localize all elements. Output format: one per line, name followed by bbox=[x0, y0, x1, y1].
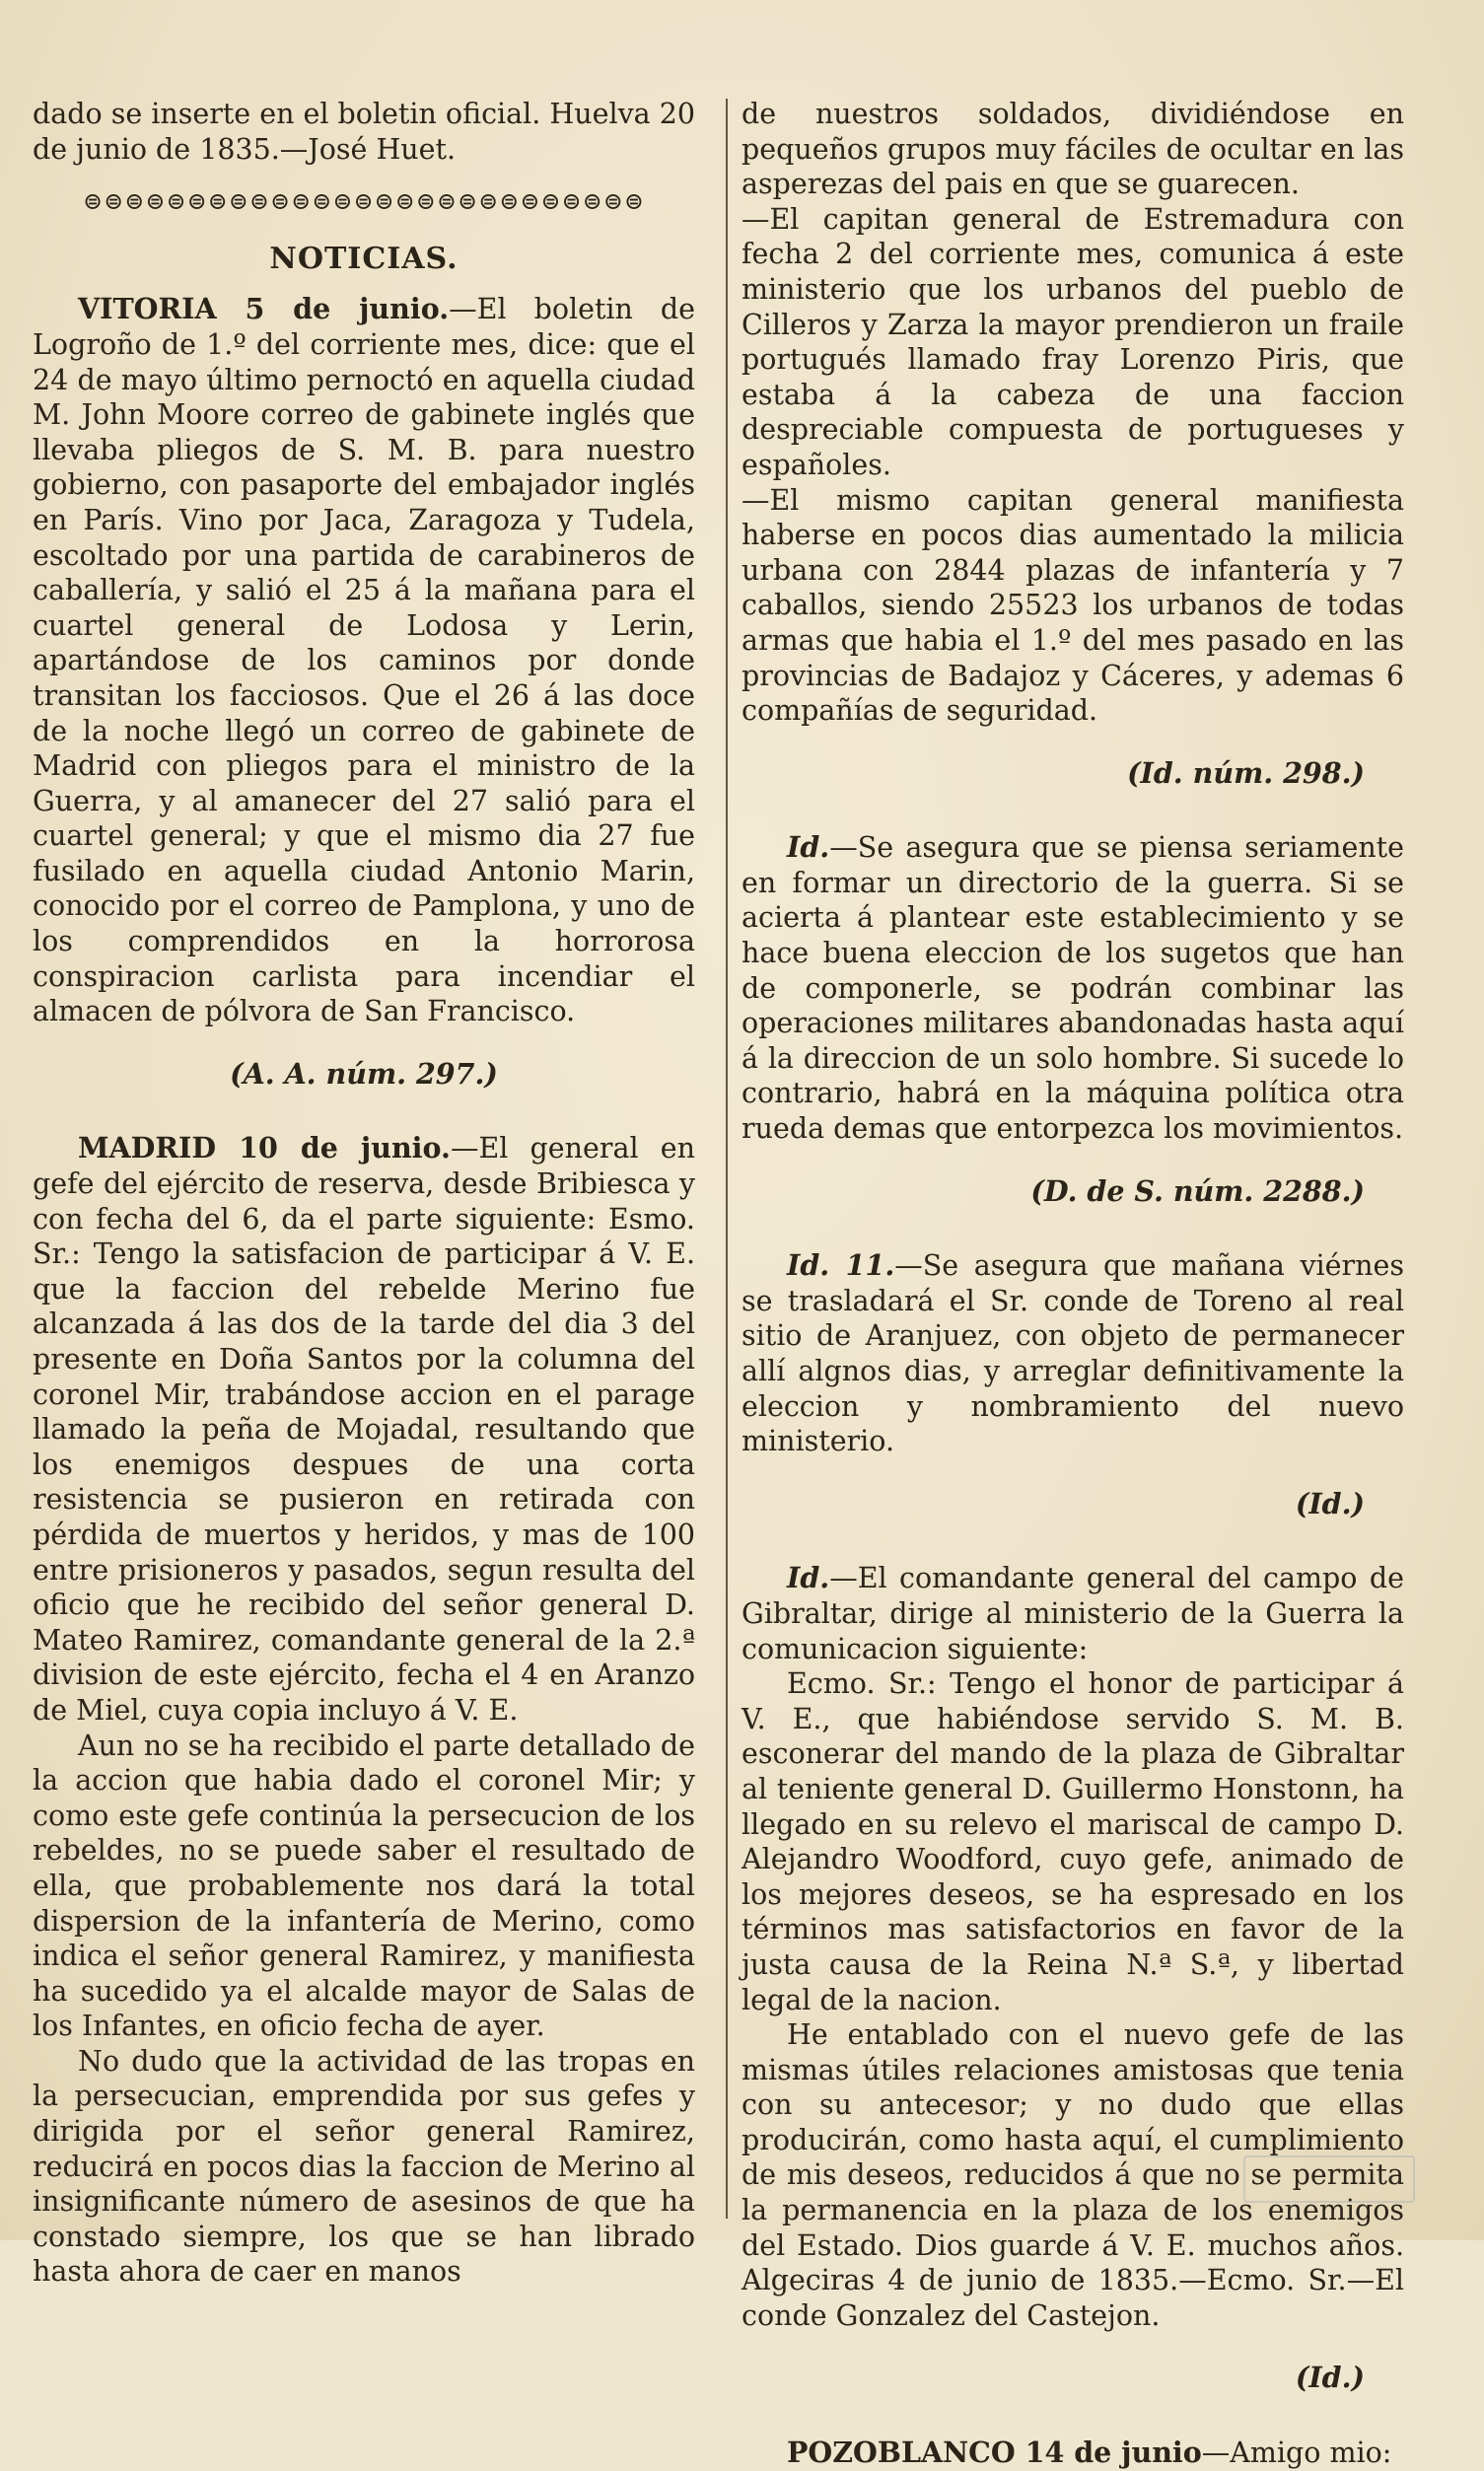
gibraltar-paragraph-3: He entablado con el nuevo gefe de las mismas útiles relaciones amistosas que tenia con su antecesor; y no dudo que ellas producirán, como hasta aquí, el cumplimiento de mis deseos, reducidos á que no se permita la permanencia en la plaza de los enemigos del Estado. Dios guarde á V. E. muchos años. Algeciras 4 de junio de 1835.—Ecmo. Sr.—El conde Gonzalez del Castejon. bbox=[742, 2018, 1404, 2332]
madrid-paragraph-3: No dudo que la actividad de las tropas en la persecucian, emprendida por sus gefes y dirigida por el señor general Ramirez, reducirá en pocos dias la faccion de Merino al insignificante número de asesinos de que ha constado siempre, los que se han librado hasta ahora de caer en manos bbox=[33, 2044, 695, 2289]
pozoblanco-dateline: POZOBLANCO 14 de junio bbox=[787, 2436, 1202, 2470]
section-title: NOTICIAS. bbox=[269, 241, 459, 276]
directorio-paragraph bbox=[742, 830, 1404, 1146]
madrid-paragraph bbox=[33, 1131, 695, 1728]
toreno-text: —Se asegura que mañana viérnes se trasladará el Sr. conde de Toreno al real sitio de Aranjuez, con objeto de permanecer allí algnos dias, y arreglar definitivamente la eleccion y nombramiento del nuevo ministerio. bbox=[742, 1249, 1405, 1458]
archive-watermark bbox=[1243, 2155, 1415, 2203]
gibraltar-text: —El comandante general del campo de Gibraltar, dirige al ministerio de la Guerra la comunicacion siguiente: bbox=[742, 1562, 1404, 1665]
toreno-label: Id. 11. bbox=[787, 1248, 895, 1283]
source-2288: (D. de S. núm. 2288.) bbox=[1030, 1173, 1365, 1208]
intro-paragraph: dado se inserte en el boletin oficial. Huelva 20 de junio de 1835.—José Huet. bbox=[33, 98, 695, 166]
estremadura-paragraph-1: —El capitan general de Estremadura con fecha 2 del corriente mes, comunica á este ministerio que los urbanos del pueblo de Cilleros y Zarza la mayor prendieron un fraile portugués llamado fray Lorenzo Piris, que estaba á la cabeza de una faccion despreciable compuesta de portugueses y españoles. bbox=[742, 202, 1404, 481]
vitoria-text: —El boletin de Logroño de 1.º del corriente mes, dice: que el 24 de mayo último pernoctó en aquella ciudad M. John Moore correo de gabinete inglés que llevaba pliegos de S. M. B. para nuestro gobierno, con pasaporte del embajador inglés en París. Vino por Jaca, Zaragoza y Tudela, escoltado por una partida de carabineros de caballería, y salió el 25 á la mañana para el cuartel general de Lodosa y Lerin, apartándose de los caminos por donde transitan los facciosos. Que el 26 á las doce de la noche llegó un correo de gabinete de Madrid con pliegos para el ministro de la Guerra, y al amanecer del 27 salió para el cuartel general; y que el mismo dia 27 fue fusilado en aquella ciudad Antonio Marin, conocido por el correo de Pamplona, y uno de los comprendidos en la horrorosa conspiracion carlista para incendiar el almacen de pólvora de San Francisco. bbox=[33, 293, 695, 1028]
gibraltar-label: Id. bbox=[787, 1561, 830, 1595]
gibraltar-source: (Id.) bbox=[1295, 2361, 1365, 2395]
right-column bbox=[742, 97, 1404, 2471]
left-column bbox=[33, 97, 695, 2290]
ornament-divider: ⊜⊜⊜⊜⊜⊜⊜⊜⊜⊜⊜⊜⊜⊜⊜⊜⊜⊜⊜⊜⊜⊜⊜⊜⊜⊜⊜ bbox=[83, 187, 645, 216]
vitoria-dateline: VITORIA 5 de junio. bbox=[78, 292, 450, 326]
source-298: (Id. núm. 298.) bbox=[1127, 755, 1365, 790]
source-id: (Id.) bbox=[1295, 1486, 1365, 1520]
continued-paragraph: de nuestros soldados, dividiéndose en pequeños grupos muy fáciles de ocultar en las asperezas del pais en que se guarecen. bbox=[742, 98, 1404, 201]
vitoria-paragraph bbox=[33, 292, 695, 1028]
directorio-label: Id. bbox=[787, 830, 830, 865]
madrid-text: —El general en gefe del ejército de reserva, desde Bribiesca y con fecha del 6, da el parte siguiente: Esmo. Sr.: Tengo la satisfacion de participar á V. E. que la faccion del rebelde Merino fue alcanzada á las dos de la tarde del dia 3 del presente en Doña Santos por la columna del coronel Mir, trabándose accion en el parage llamado la peña de Mojadal, resultando que los enemigos despues de una corta resistencia se pusieron en retirada con pérdida de muertos y heridos, y mas de 100 entre prisioneros y pasados, segun resulta del oficio que he recibido del señor general D. Mateo Ramirez, comandante general de la 2.ª division de este ejército, fecha el 4 en Aranzo de Miel, cuya copia incluyo á V. E. bbox=[33, 1132, 695, 1727]
vitoria-source: (A. A. núm. 297.) bbox=[230, 1056, 498, 1091]
pozoblanco-text: —Amigo mio: bbox=[1201, 2436, 1392, 2470]
column-rule bbox=[726, 99, 728, 2219]
toreno-paragraph bbox=[742, 1248, 1404, 1459]
gibraltar-paragraph bbox=[742, 1561, 1404, 1666]
pozoblanco-paragraph bbox=[742, 2436, 1404, 2471]
gibraltar-paragraph-2: Ecmo. Sr.: Tengo el honor de participar á V. E., que habiéndose servido S. M. B. esconerar del mando de la plaza de Gibraltar al teniente general D. Guillermo Honstonn, ha llegado en su relevo el mariscal de campo D. Alejandro Woodford, cuyo gefe, animado de los mejores deseos, se ha espresado en los términos mas satisfactorios en favor de la justa causa de la Reina N.ª S.ª, y libertad legal de la nacion. bbox=[742, 1667, 1404, 2016]
estremadura-paragraph-2: —El mismo capitan general manifiesta haberse en pocos dias aumentado la milicia urbana con 2844 plazas de infantería y 7 caballos, siendo 25523 los urbanos de todas armas que habia el 1.º del mes pasado en las provincias de Badajoz y Cáceres, y ademas 6 compañías de seguridad. bbox=[742, 483, 1404, 728]
madrid-dateline: MADRID 10 de junio. bbox=[78, 1131, 451, 1165]
directorio-text: —Se asegura que se piensa seriamente en formar un directorio de la guerra. Si se acierta á plantear este establecimiento y se hace buena eleccion de los sugetos que han de componerle, se podrán combinar las operaciones militares abandonadas hasta aquí á la direccion de un solo hombre. Si sucede lo contrario, habrá en la máquina política otra rueda demas que entorpezca los movimientos. bbox=[742, 831, 1404, 1146]
madrid-paragraph-2: Aun no se ha recibido el parte detallado de la accion que habia dado el coronel Mir; y como este gefe continúa la persecucion de los rebeldes, no se puede saber el resultado de ella, que probablemente nos dará la total dispersion de la infantería de Merino, como indica el señor general Ramirez, y manifiesta ha sucedido ya el alcalde mayor de Salas de los Infantes, en oficio fecha de ayer. bbox=[33, 1729, 695, 2043]
